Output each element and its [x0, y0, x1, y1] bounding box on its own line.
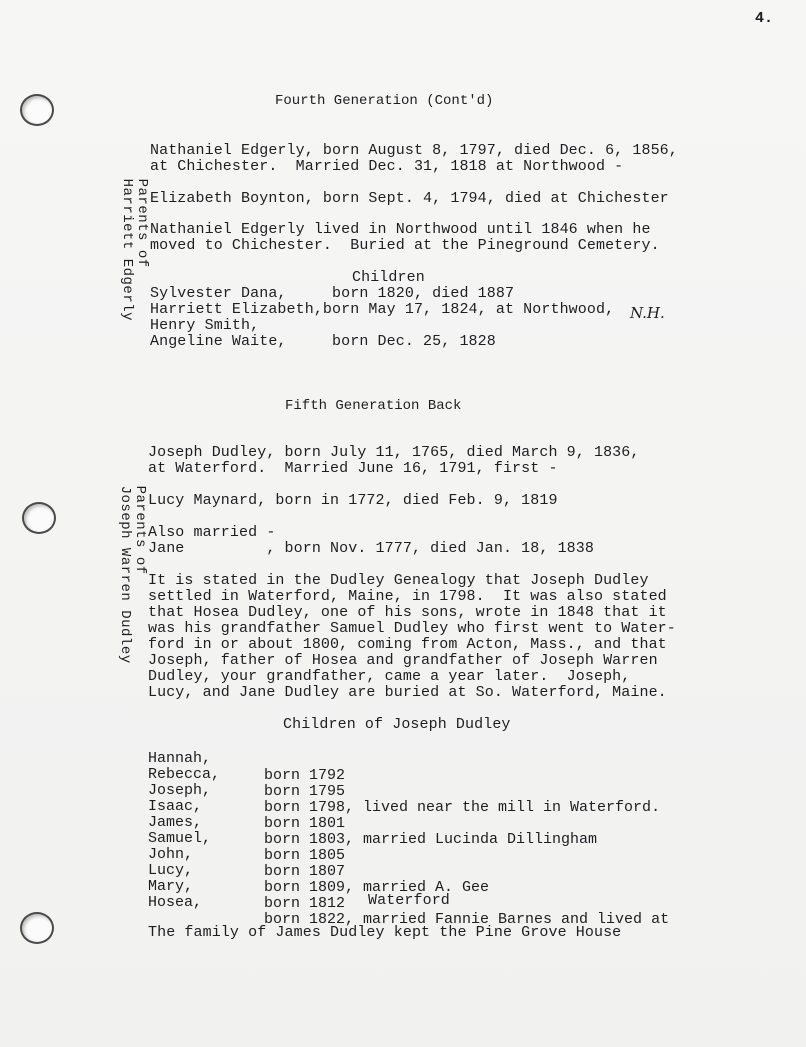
also-married-line: Also married - [148, 524, 276, 541]
paragraph-line-8: Lucy, and Jane Dudley are buried at So. Waterford, Maine. [148, 684, 667, 701]
child-name: Mary, [148, 878, 194, 895]
child-info: born 1805 [264, 847, 346, 864]
joseph-line-1: Joseph Dudley, born July 11, 1765, died March 9, 1836, [148, 444, 640, 461]
paragraph-line-6: Joseph, father of Hosea and grandfather of Joseph Warren [148, 652, 658, 669]
child-sylvester: Sylvester Dana, born 1820, died 1887 [150, 285, 515, 302]
child-info: born 1801 [264, 815, 346, 832]
fifth-children-heading: Children of Joseph Dudley [283, 716, 511, 733]
nathaniel-line-1: Nathaniel Edgerly, born August 8, 1797, died Dec. 6, 1856, [150, 142, 678, 159]
joseph-line-2: at Waterford. Married June 16, 1791, first - [148, 460, 558, 477]
elizabeth-line: Elizabeth Boynton, born Sept. 4, 1794, died at Chichester [150, 190, 669, 207]
side-label-line-2: Joseph Warren Dudley [117, 485, 133, 664]
child-name: Hosea, [148, 894, 203, 911]
child-name: Hannah, [148, 750, 212, 767]
punch-hole-middle [22, 502, 56, 534]
child-name: James, [148, 814, 203, 831]
child-info: born 1798, lived near the mill in Waterford. [264, 799, 661, 816]
child-harriett: Harriett Elizabeth,born May 17, 1824, at Northwood, [150, 301, 615, 318]
child-info: born 1803, married Lucinda Dillingham [264, 831, 598, 848]
jane-line: Jane , born Nov. 1777, died Jan. 18, 1838 [148, 540, 594, 557]
child-info: born 1822, married Fannie Barnes and lived at [264, 911, 670, 928]
child-info: born 1809, married A. Gee [264, 879, 490, 896]
paragraph-line-1: It is stated in the Dudley Genealogy that Joseph Dudley [148, 572, 649, 589]
fourth-generation-heading: Fourth Generation (Cont'd) [275, 93, 494, 109]
child-info: born 1812 [264, 895, 346, 912]
lucy-line: Lucy Maynard, born in 1772, died Feb. 9, 1819 [148, 492, 558, 509]
child-info: born 1795 [264, 783, 346, 800]
child-name: Isaac, [148, 798, 203, 815]
child-info: born 1807 [264, 863, 346, 880]
closing-line: The family of James Dudley kept the Pine Grove House [148, 924, 622, 941]
side-label-line-2: Harriett Edgerly [119, 178, 135, 322]
child-name: Samuel, [148, 830, 212, 847]
hosea-continuation: Waterford [368, 892, 450, 909]
paragraph-line-7: Dudley, your grandfather, came a year later. Joseph, [148, 668, 631, 685]
child-name: Rebecca, [148, 766, 221, 783]
nathaniel-line-2: at Chichester. Married Dec. 31, 1818 at Northwood - [150, 158, 624, 175]
child-info: born 1792 [264, 767, 346, 784]
child-angeline: Angeline Waite, born Dec. 25, 1828 [150, 333, 496, 350]
child-name: Lucy, [148, 862, 194, 879]
paragraph-line-5: ford in or about 1800, coming from Acton, Mass., and that [148, 636, 667, 653]
punch-hole-top [20, 94, 54, 126]
child-name: John, [148, 846, 194, 863]
child-henry: Henry Smith, [150, 317, 260, 334]
paragraph-line-4: was his grandfather Samuel Dudley who first went to Water- [148, 620, 676, 637]
fourth-children-heading: Children [352, 269, 425, 286]
handwritten-annotation: N.H. [630, 304, 665, 322]
paragraph-line-2: settled in Waterford, Maine, in 1798. It was also stated [148, 588, 667, 605]
side-label-line-1: Parents of [134, 178, 150, 268]
fifth-generation-heading: Fifth Generation Back [285, 398, 462, 414]
child-name: Joseph, [148, 782, 212, 799]
residence-line-1: Nathaniel Edgerly lived in Northwood until 1846 when he [150, 221, 651, 238]
side-label-line-1: Parents of [132, 485, 148, 575]
paragraph-line-3: that Hosea Dudley, one of his sons, wrote in 1848 that it [148, 604, 667, 621]
page-number: 4. [755, 10, 774, 27]
residence-line-2: moved to Chichester. Buried at the Pineground Cemetery. [150, 237, 660, 254]
